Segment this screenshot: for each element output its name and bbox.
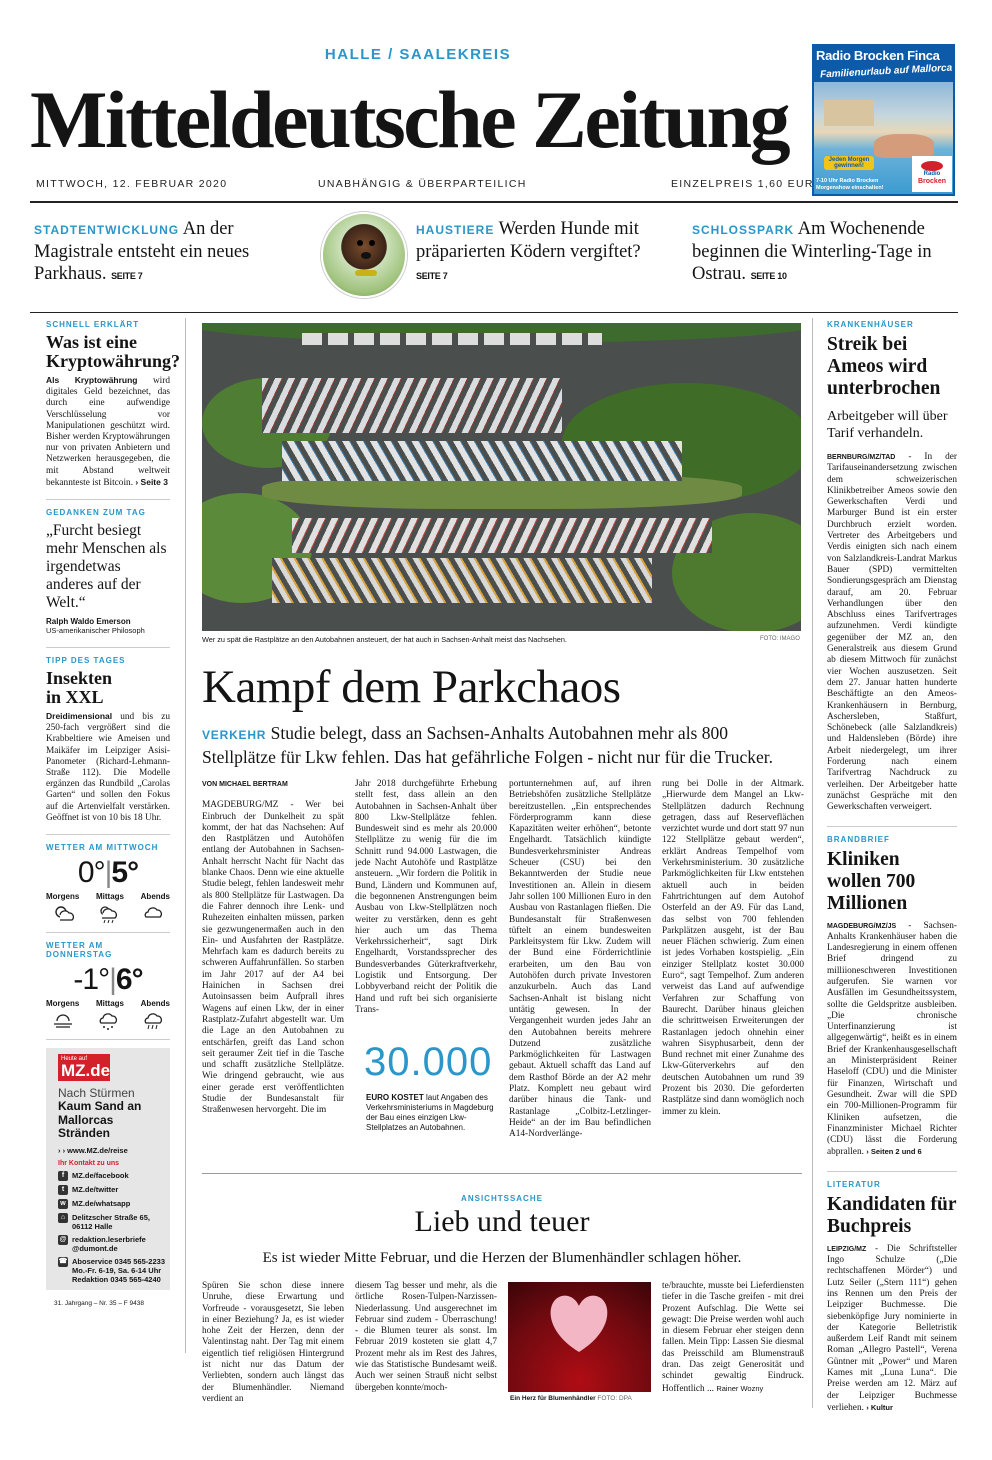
article-col-2: Jahr 2018 durchgeführte Erhebung stellt fest, dass allein an den Autobahnen in Sachsen-Anhalt über 800 Lkw-Stellplätze fehlen. Bundesweit sind es mehr als 20.000 Stellplätze zu wenig für die im Schnitt rund 94.000 Lastwagen, die jede Nacht Autohöfe und Rastplätze ansteuern. „Wir fordern die Politik in Bund, Ländern und Kommunen auf, die begonnenen Anstrengungen beim Ausbau von Lkw-Stellplätzen noch weiter zu verstärken, denn es geht hier auch um das Thema Verkehrssicherheit“, sagt Dirk Engelhardt, Vorstandssprecher des Bundesverbandes Güterkraftverkehr, Logistik und Entsorgung. Der Lobbyverband reicht der Politik die Hand und ruft bei sich organisierte Trans- — [355, 779, 497, 1015]
price: EINZELPREIS 1,60 EUR — [671, 178, 814, 190]
big-number: 30.000 — [364, 1040, 493, 1084]
lit-body: LEIPZIG/MZ - Die Schriftsteller Ingo Schulze („Die rechtschaffenen Mörder“) und Lutz Seiler („Stern 111“) gehen ins Rennen um den Preis der Leipziger Buchmesse. Die siebenköpfige Jury nominierte in der Kategorie Belletristik außerdem Leif Randt mit seinem Roman „Allegro Pastell“, Verena Güntner mit „Power“ und Maren Kames mit „Luna Luna“. Die Preise werden am 12. März auf der Leipziger Buchmesse verliehen. › Kultur — [827, 1243, 957, 1413]
opinion-deck: Es ist wieder Mitte Februar, und die Herzen der Blumenhändler schlagen höher. — [262, 1250, 742, 1266]
hospital-title[interactable]: Streik bei Ameos wird unterbrochen — [827, 334, 941, 399]
kicker-fire: BRANDBRIEF — [827, 834, 890, 844]
facebook-icon: f — [58, 1171, 68, 1181]
contact-phone: ☎ Aboservice 0345 565-2233 Mo.-Fr. 6-19, Sa. 6-14 Uhr Redaktion 0345 565-4240 — [58, 1256, 165, 1284]
ad-time: 7-10 Uhr Radio Brocken Morgenshow einschalten! — [816, 178, 884, 191]
thought-quote: „Furcht besiegt mehr Menschen als irgendetwas anderes auf der Welt.“ — [46, 522, 167, 612]
teaser-schlosspark[interactable]: SCHLOSSPARK Am Wochenende beginnen die Winterling-Tage in Ostrau. SEITE 10 — [692, 219, 932, 284]
opinion-col-2: diesem Tag besser und mehr, als die örtliche Rosen-Tulpen-Narzissen-Niederlassung. Und ausgerechnet im Februar sind zudem - Überraschung! - die Blumen teurer als sonst. Im Februar 2019 kosteten sie glatt 4,7 Prozent mehr als im Rest des Jahres, wie das Statistische Bundesamt weiß. Auch wer seinen Strauß nicht selbst übergeben konnte/moch- — [355, 1281, 497, 1393]
heart-roses-photo — [508, 1282, 651, 1392]
sun-cloud-icon — [52, 904, 74, 922]
opinion-col-3: te/brauchte, musste bei Lieferdiensten tiefer in die Tasche greifen - mit drei Prozent Aufschlag. Die Wette sei gewagt: Die Preise werden wohl auch in diesem Februar eher steigen denn fallen. Mein Tipp: Lassen Sie diesmal das Preisschild am Blumenstrauß dran. Das zeigt Generosität und schindet gewaltig Eindruck. Hoffentlich ... Rainer Wozny — [662, 1281, 804, 1394]
region-label: HALLE / SAALEKREIS — [324, 46, 512, 63]
fire-body: MAGDEBURG/MZ/JS - Sachsen-Anhalts Krankenhäuser haben die Landesregierung in einem offenen Brief dringend zu milliioneschweren Investitionen aufgerufen. Sie warnen vor Ausfällen im Gesundheitssystem, sollte die Geldspritze ausbleiben. „Die chronische Unterfinanzierung ist allgegenwärtig“, heißt es in einem Brief der Krankenhausgesellschaft an Ministerpräsident Reiner Haseloff (CDU) und die Minister für Finanzen, Wirtschaft und Gesundheit. Zwar will die SPD ein 700-Millionen-Programm für Kliniken aufsetzen, die Finanzminister Michael Richter (CDU) lässt die Forderung abprallen. › Seiten 2 und 6 — [827, 920, 957, 1158]
lit-title[interactable]: Kandidaten für Buchpreis — [827, 1193, 957, 1237]
phone-icon: ☎ — [58, 1257, 68, 1265]
weather-wed-temps: 0°|5° — [77, 856, 139, 890]
weather-thu-temps: -1°|6° — [73, 963, 143, 997]
article-col-4: rung bei Dolle in der Altmark. „Hierwurde dem Mangel an Lkw-Stellplätzen dadurch Rechnung getragen, dass auf Reserveflächen verzichtet wurde und dort statt 97 nun 122 Stellplätze gebaut werden“, erklärt Andreas Tempelhof vom Verkehrsministerium. 30 zusätzliche Parkmöglichkeiten für Lkw entstehen aktuell auch in beiden Fahrtrichtungen auf dem Autohof Osterfeld an der A9. Für das Land, das selbst von 700 fehlenden Parkplätzen ausgeht, ist der Bau neuer Flächen schwierig. Zum einen ist jedes Vorhaben kostspielig. „Ein einziger Stellplatz kostet 30.000 Euro“, sagt Tempelhof. Zum anderen verweist das Land auf aufwendige Verfahren zur Schaffung von Baurecht. Darüber hinaus gleichen die schrittweisen Erweiterungen der Rastanlagen jedoch ohnehin einer wahren Sisyphusarbeit, denn der Bund rechnet mit einer Zunahme des Lkw-Güterverkehrs auf den deutschen Autobahnen um rund 39 Prozent bis 2030. Die geforderten Rastplätze sind dann womöglich noch immer zu klein. — [662, 779, 804, 1117]
ad-title: Radio Brocken Finca — [816, 48, 940, 63]
contact-facebook[interactable]: f MZ.de/facebook — [58, 1171, 166, 1181]
hospital-body: BERNBURG/MZ/TAD - In der Tarifauseinandersetzung zwischen dem schweizerischen Klinikbetreiber Ameos sowie den Gewerkschaften Verdi und Marburger Bund ist ein erster Durchbruch erzielt worden. Vertreter des Arbeitgebers und Verdis einigten sich nach einem von Salzlandkreis-Landrat Markus Bauer (SPD) vermittelten Sondierungsgespräch am Dienstag darauf, am 20. Februar Verhandlungen über den Abschluss eines Tarifvertrages aufzunehmen. Verdi kündigte gegenüber der MZ an, den Generalstreik aus diesem Grund ab diesem Mittwoch für zunächst vier Wochen auszusetzen. Seit dem 27. Januar hatten hunderte Beschäftigte an den Ameos-Krankenhäusern in Bernburg, Aschersleben, Staßfurt, Schönebeck (alle Salzlandkreis) und Haldensleben (Börde) ihre Arbeit niedergelegt, um ihrer Forderung nach einem Tarifvertrag Nachdruck zu verleihen. Der Arbeitgeber hatte zunächst Gespräche mit den Gewerkschaften verweigert. — [827, 452, 957, 813]
kicker-tip: TIPP DES TAGES — [46, 656, 126, 666]
explain-title[interactable]: Was ist eine Kryptowährung? — [46, 332, 181, 371]
big-number-text: EURO KOSTET laut Angaben des Verkehrsministeriums in Magdeburg der Bau eines einzigen Lkw-Stellplatzes an Autobahnen. — [366, 1093, 494, 1132]
kicker-hospital: KRANKENHÄUSER — [827, 320, 914, 329]
photo-caption: Wer zu spät die Rastplätze an den Autobahnen ansteuert, der hat auch in Sachsen-Anhalt meist das Nachsehen. — [202, 635, 567, 644]
issue-date: MITTWOCH, 12. FEBRUAR 2020 — [36, 178, 228, 190]
contact-email[interactable]: @ redaktion.leserbriefe @dumont.de — [59, 1234, 146, 1253]
twitter-icon: t — [58, 1185, 68, 1195]
sun-haze-icon — [52, 1011, 74, 1029]
right-column — [827, 320, 957, 1414]
ad-badge: Jeden Morgen gewinnen! — [824, 156, 874, 170]
opinion-photo-caption: Ein Herz für Blumenhändler FOTO: DPA — [510, 1395, 632, 1402]
issue-number: 31. Jahrgang – Nr. 35 – F 9438 — [54, 1299, 144, 1307]
kicker-explain: SCHNELL ERKLÄRT — [46, 320, 140, 329]
main-deck: VERKEHR Studie belegt, dass an Sachsen-Anhalts Autobahnen mehr als 800 Stellplätze für Lkw fehlen. Das hat gefährliche Folgen - nicht nur für die Trucker. — [202, 723, 774, 767]
masthead[interactable]: Mitteldeutsche Zeitung — [30, 74, 789, 165]
mz-promo-line1: Nach Stürmen — [58, 1086, 135, 1101]
house-icon: ⌂ — [58, 1213, 68, 1223]
weather-thu-labels: Morgens Mittags Abends — [46, 999, 170, 1009]
tip-title[interactable]: Insekten in XXL — [46, 668, 113, 708]
cloud-snow-icon — [97, 1011, 119, 1031]
kicker-weather-wed: WETTER AM MITTWOCH — [46, 843, 159, 853]
dog-photo — [321, 212, 407, 298]
kicker-lit: LITERATUR — [827, 1179, 881, 1189]
mail-icon: @ — [59, 1235, 67, 1243]
thought-author: Ralph Waldo Emerson — [46, 617, 131, 627]
hospital-deck: Arbeitgeber will über Tarif verhandeln. — [827, 409, 948, 441]
left-column — [46, 320, 181, 1307]
lead-photo — [202, 323, 801, 631]
thought-role: US-amerikanischer Philosoph — [46, 626, 145, 636]
opinion-col-1: Spüren Sie schon diese innere Unruhe, diese Erwartung und Vorfreude - vorausgesetzt, Sie leben in einer Beziehung? Ja, es ist wieder hohe Zeit der Herzen, denn der Valentinstag naht. Der Tag mit einem eigentlich tief religiösen Hintergrund ist nicht nur das Datum der Verliebten, sondern auch längst das der Blumenhändler. Niemand verdient an — [202, 1281, 344, 1404]
opinion-title[interactable]: Lieb und teuer — [414, 1205, 590, 1238]
ad-logo: Radio Brocken — [912, 156, 952, 192]
article-col-3: portunternehmen auf, auf ihren Betriebshöfen zusätzliche Stellplätze bereitzustellen. „Ein entsprechendes Förderprogramm kann diese Kapazitäten weiter erhöhen“, betonte Engelhardt. Tatsächlich kündigte Bundesverkehrsminister Andreas Scheuer (CSU) bei den Bekanntwerden der Studie neue Investitionen an. Allein in diesem Jahr sollen 100 Millionen Euro in den Ausbau von Rastanlagen fließen. Die Bundesanstalt für Straßenwesen tüftelt an einem bundesweiten Parkleitsystem für Lkw. Zudem will der Bund eine Förderrichtlinie erarbeiten, um den Bau von Autohöfen durch private Investoren anzukurbeln. Auch das Land Sachsen-Anhalt ist bislang nicht untätig gewesen. In der Vergangenheit wurden jedes Jahr an den Autobahnen bereits mehrere Dutzend zusätzliche Parkmöglichkeiten für Lastwagen gebaut. Aktuell schafft das Land auf dem Rasthof Börde an der A2 mehr Platz. Komplett neu gebaut wird darüber hinaus die Tank- und Rastanlage „Colbitz-Letzlinger-Heide“ an der im Bau befindlichen A14-Nordverlänge- — [509, 779, 651, 1140]
main-headline[interactable]: Kampf dem Parkchaos — [202, 661, 621, 713]
ad-subtitle: Familienurlaub auf Mallorca — [819, 62, 953, 81]
motto: UNABHÄNGIG & ÜBERPARTEILICH — [318, 178, 527, 190]
cloud-rain-icon — [142, 1011, 164, 1031]
header-rule — [30, 201, 958, 203]
contact-twitter[interactable]: t MZ.de/twitter — [58, 1185, 166, 1195]
cloud-icon — [142, 904, 164, 920]
contact-address: ⌂ Delitzscher Straße 65, 06112 Halle — [58, 1213, 166, 1231]
mz-promo-box[interactable] — [46, 1048, 170, 1290]
tip-body: Dreidimensional und bis zu 250-fach vergrößert sind die Krabbeltiere wie Ameisen und Maikäfer im Leipziger Asisi-Panometer (Richard-Lehmann-Straße 112). Die Modelle ergänzen das Rundbild „Carolas Garten“ und sollen den Fokus auf die Artenvielfalt verstärken. Geöffnet ist von 10 bis 18 Uhr. — [46, 711, 170, 823]
article-col-1: VON MICHAEL BERTRAM MAGDEBURG/MZ - Wer bei Einbruch der Dunkelheit zu spät kommt, der hat das Nachsehen: Auf den Rastplätzen und Autohöfen entlang der Autobahnen in Sachsen-Anhalt herrscht Nacht für Nacht das blanke Chaos. Denn wie eine aktuelle Studie belegt, fehlen landesweit mehr als 800 Stellplätze für Lastwagen. Da die Fahrer dennoch ihre Lenk- und Ruhezeiten einhalten müssen, parken sie gezwungenermaßen auch in den Ein- und Ausfahrten der Rastplätze. Mehrfach kam es dadurch bereits zu schweren Auffahrunfällen. So starben im Jahr 2017 auf der A4 bei Hainichen in Sachsen drei Autoinsassen beim Aufprall ihres Wagens auf einen Lkw, der in einer Rastplatz-Zufahrt abgestellt war. Um die Lage an den Autobahnen zu entschärfen, greift das Land schon seit geraumer Zeit tief in die Tasche und schafft zusätzliche Stellplätze. Wie dringend gebraucht, wie aus einer gerade erst veröffentlichten Studie der Bundesanstalt für Straßenwesen hervorgeht. Die im — [202, 781, 344, 1116]
mz-promo-link[interactable]: › › www.MZ.de/reise — [58, 1145, 128, 1155]
contact-title: Ihr Kontakt zu uns — [58, 1159, 120, 1167]
weather-wed-labels: Morgens Mittags Abends — [46, 892, 170, 902]
radio-brocken-ad[interactable] — [812, 44, 955, 196]
kicker-weather-thu: WETTER AM DONNERSTAG — [46, 941, 113, 960]
mz-promo-line2: Kaum Sand an Mallorcas Stränden — [58, 1099, 142, 1141]
contact-whatsapp[interactable]: w MZ.de/whatsapp — [58, 1199, 166, 1209]
photo-credit: FOTO: IMAGO — [760, 636, 800, 642]
explain-body: Als Kryptowährung wird digitales Geld bezeichnet, das durch eine aufwendige Verschlüsselung vor Manipulationen geschützt wird. Bisher werden Kryptowährungen nur von privaten Anbietern und Netzwerken herausgegeben, die mit Abstand weltweit bekannteste ist Bitcoin. › Seite 3 — [46, 375, 170, 488]
teaser-rule — [30, 312, 958, 313]
whatsapp-icon: w — [58, 1199, 68, 1209]
kicker-thought: GEDANKEN ZUM TAG — [46, 508, 146, 518]
fire-title[interactable]: Kliniken wollen 700 Millionen — [827, 848, 916, 914]
teaser-haustiere[interactable]: HAUSTIERE Werden Hunde mit präparierten Ködern vergiftet? SEITE 7 — [416, 219, 641, 281]
teaser-stadtentwicklung[interactable]: STADTENTWICKLUNG An der Magistrale entsteht ein neues Parkhaus. SEITE 7 — [34, 219, 250, 284]
sun-cloud-rain-icon — [97, 904, 119, 924]
opinion-kicker: ANSICHTSSACHE — [461, 1194, 543, 1203]
heart-icon — [508, 1282, 651, 1392]
mz-logo[interactable]: Heute auf MZ.de — [58, 1054, 110, 1081]
